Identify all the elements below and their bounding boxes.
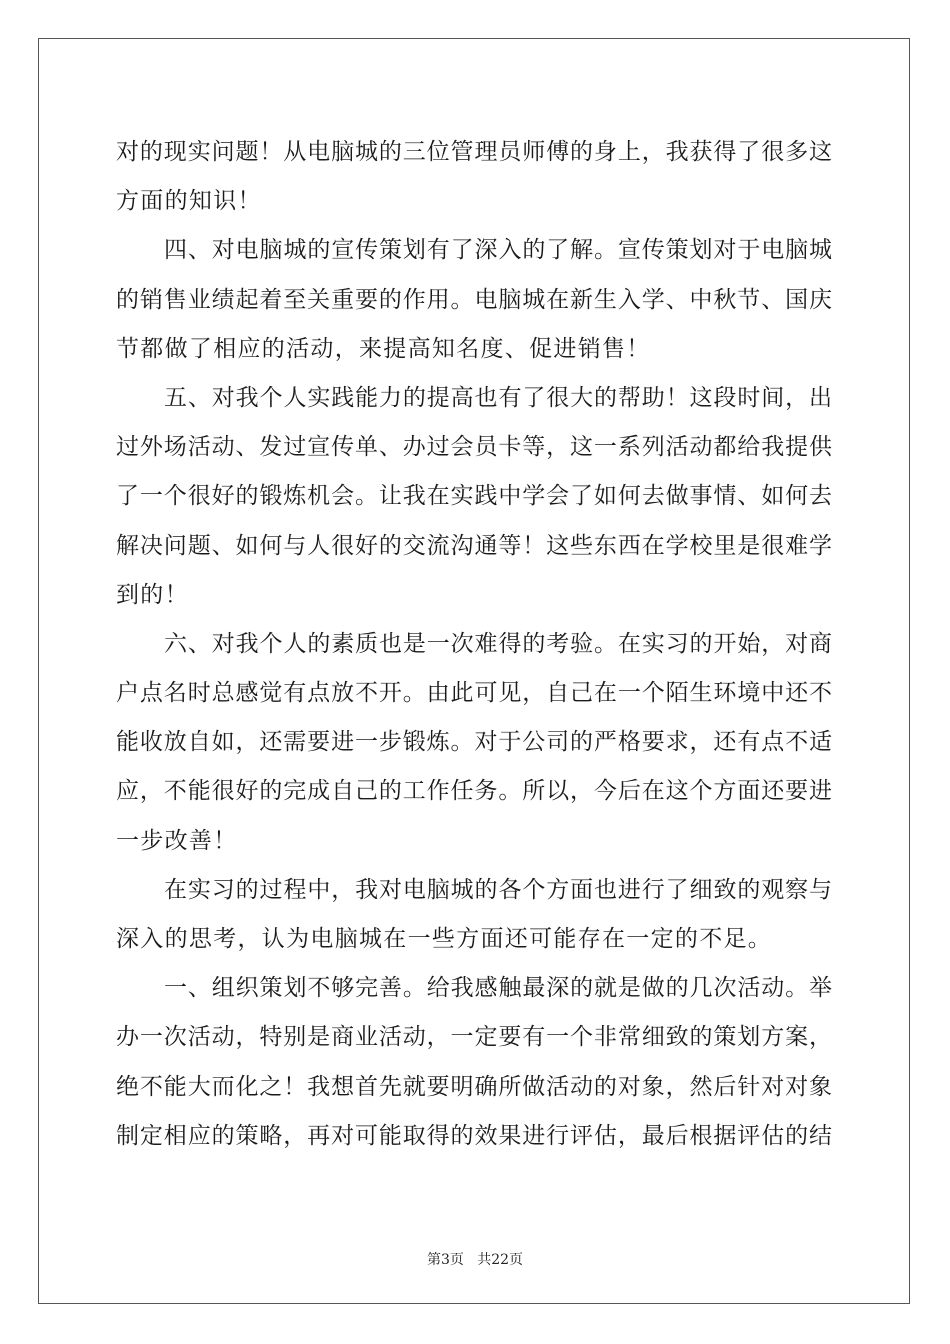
- text-line: 办一次活动，特别是商业活动，一定要有一个非常细致的策划方案，: [116, 1024, 832, 1051]
- text-line: 六、对我个人的素质也是一次难得的考验。在实习的开始，对商: [164, 630, 832, 657]
- text-line: 方面的知识！: [116, 188, 262, 215]
- text-line: 的销售业绩起着至关重要的作用。电脑城在新生入学、中秋节、国庆: [116, 286, 832, 313]
- text-line: 五、对我个人实践能力的提高也有了很大的帮助！这段时间，出: [164, 384, 832, 411]
- text-line: 在实习的过程中，我对电脑城的各个方面也进行了细致的观察与: [164, 876, 832, 903]
- text-line: 过外场活动、发过宣传单、办过会员卡等，这一系列活动都给我提供: [116, 434, 832, 461]
- text-line: 到的！: [116, 581, 189, 608]
- text-line: 深入的思考，认为电脑城在一些方面还可能存在一定的不足。: [116, 926, 773, 952]
- text-line: 制定相应的策略，再对可能取得的效果进行评估，最后根据评估的结: [116, 1122, 832, 1149]
- document-body: [116, 128, 832, 1161]
- text-line: 节都做了相应的活动，来提高知名度、促进销售！: [116, 335, 651, 362]
- text-line: 能收放自如，还需要进一步锻炼。对于公司的严格要求，还有点不适: [116, 729, 832, 756]
- text-line: 一、组织策划不够完善。给我感触最深的就是做的几次活动。举: [164, 975, 832, 1002]
- text-line: 四、对电脑城的宣传策划有了深入的了解。宣传策划对于电脑城: [164, 237, 832, 264]
- page-number-footer: 第3页 共22页: [426, 1252, 524, 1268]
- text-line: 应，不能很好的完成自己的工作任务。所以，今后在这个方面还要进: [116, 778, 832, 805]
- text-line: 户点名时总感觉有点放不开。由此可见，自己在一个陌生环境中还不: [116, 680, 832, 707]
- text-line: 对的现实问题！从电脑城的三位管理员师傅的身上，我获得了很多这: [116, 139, 832, 165]
- text-line: 了一个很好的锻炼机会。让我在实践中学会了如何去做事情、如何去: [116, 483, 832, 510]
- text-line: 一步改善！: [116, 827, 238, 854]
- text-line: 解决问题、如何与人很好的交流沟通等！这些东西在学校里是很难学: [116, 532, 832, 559]
- text-line: 绝不能大而化之！我想首先就要明确所做活动的对象，然后针对对象: [116, 1073, 832, 1100]
